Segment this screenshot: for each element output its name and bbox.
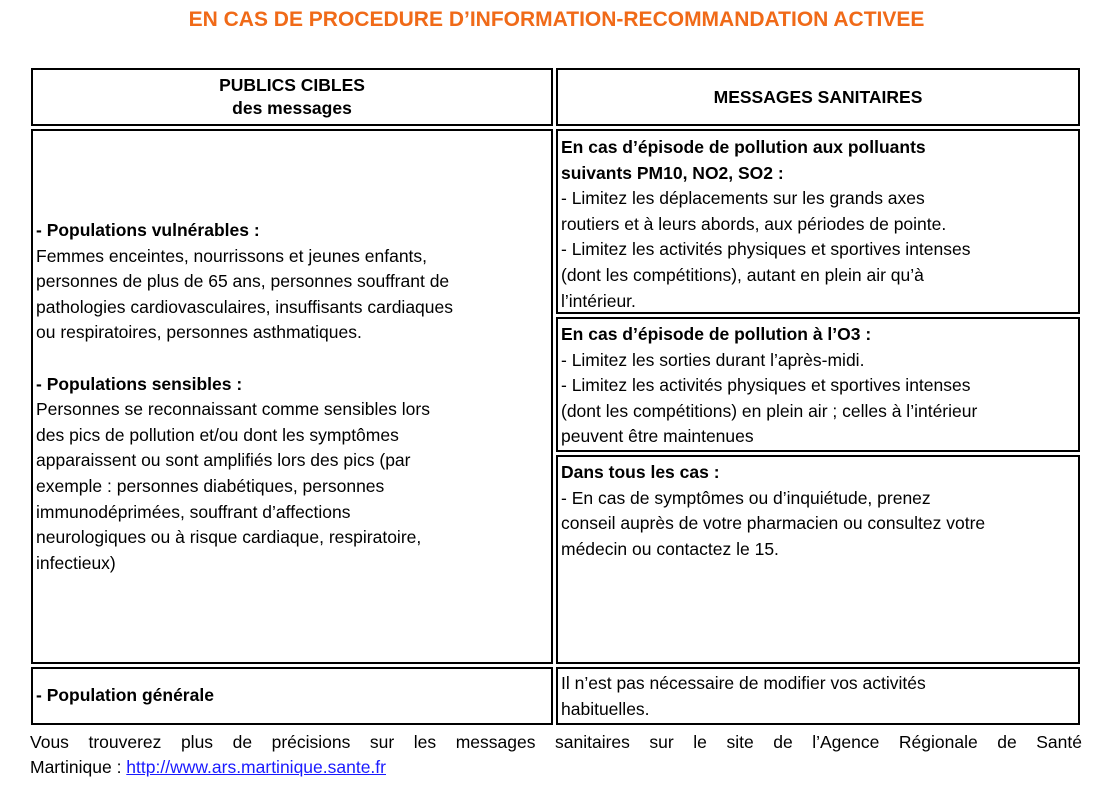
generale-line: habituelles. (561, 698, 650, 719)
page-title: EN CAS DE PROCEDURE D’INFORMATION-RECOMMANDATION ACTIVEE (188, 8, 925, 31)
pm10-line: - Limitez les activités physiques et sportives intenses (561, 239, 971, 260)
tous-line: conseil auprès de votre pharmacien ou consultez votre (561, 513, 986, 534)
cell-population-generale-message (556, 667, 1080, 725)
o3-line: - Limitez les activités physiques et sportives intenses (561, 375, 971, 396)
generale-line: Il n’est pas nécessaire de modifier vos activités (561, 673, 926, 693)
header-messages-sanitaires (556, 68, 1080, 126)
sensibles-line: infectieux) (36, 552, 116, 573)
header-publics-cibles (31, 68, 553, 126)
sensibles-line: Personnes se reconnaissant comme sensibles lors (36, 399, 430, 420)
cell-population-generale (31, 667, 553, 725)
cell-pm10-no2-so2 (556, 129, 1080, 314)
header-publics-line2: des messages (232, 98, 352, 118)
header-publics-line1: PUBLICS CIBLES (219, 75, 365, 95)
pm10-heading: En cas d’épisode de pollution aux polluants (561, 137, 926, 157)
sensibles-line: neurologiques ou à risque cardiaque, respiratoire, (36, 527, 422, 548)
footer-line1: Vous trouverez plus de précisions sur les messages sanitaires sur le site de l’Agence Régionale de Santé (30, 732, 1082, 752)
footer-line2-prefix: Martinique : (30, 757, 127, 777)
vulnerables-line: pathologies cardiovasculaires, insuffisants cardiaques (36, 296, 454, 317)
pm10-line: routiers et à leurs abords, aux périodes de pointe. (561, 213, 947, 234)
generale-heading: - Population générale (36, 685, 214, 706)
sensibles-line: immunodéprimées, souffrant d’affections (36, 501, 351, 522)
sensibles-heading: - Populations sensibles : (36, 373, 243, 394)
vulnerables-heading: - Populations vulnérables : (36, 220, 260, 240)
o3-heading: En cas d’épisode de pollution à l’O3 : (561, 324, 872, 344)
vulnerables-line: personnes de plus de 65 ans, personnes souffrant de (36, 271, 450, 292)
footer-note (30, 730, 1082, 780)
tous-line: médecin ou contactez le 15. (561, 538, 779, 559)
sensibles-line: des pics de pollution et/ou dont les symptômes (36, 424, 399, 445)
cell-tous-les-cas (556, 455, 1080, 664)
o3-line: (dont les compétitions) en plein air ; celles à l’intérieur (561, 400, 978, 421)
vulnerables-line: Femmes enceintes, nourrissons et jeunes enfants, (36, 245, 428, 266)
pm10-heading: suivants PM10, NO2, SO2 : (561, 162, 784, 183)
cell-populations-vulnerables-sensibles (31, 129, 553, 664)
pm10-line: l’intérieur. (561, 290, 636, 311)
header-messages-label: MESSAGES SANITAIRES (713, 86, 923, 107)
tous-line: - En cas de symptômes ou d’inquiétude, prenez (561, 487, 931, 508)
pm10-line: (dont les compétitions), autant en plein air qu’à (561, 264, 924, 285)
o3-line: - Limitez les sorties durant l’après-midi. (561, 349, 865, 370)
pm10-line: - Limitez les déplacements sur les grands axes (561, 188, 925, 209)
o3-line: peuvent être maintenues (561, 426, 754, 447)
sensibles-line: apparaissent ou sont amplifiés lors des pics (par (36, 450, 411, 471)
ars-website-link[interactable]: http://www.ars.martinique.sante.fr (126, 757, 386, 777)
cell-o3 (556, 317, 1080, 452)
tous-heading: Dans tous les cas : (561, 462, 720, 482)
vulnerables-line: ou respiratoires, personnes asthmatiques. (36, 322, 362, 343)
sensibles-line: exemple : personnes diabétiques, personnes (36, 475, 385, 496)
